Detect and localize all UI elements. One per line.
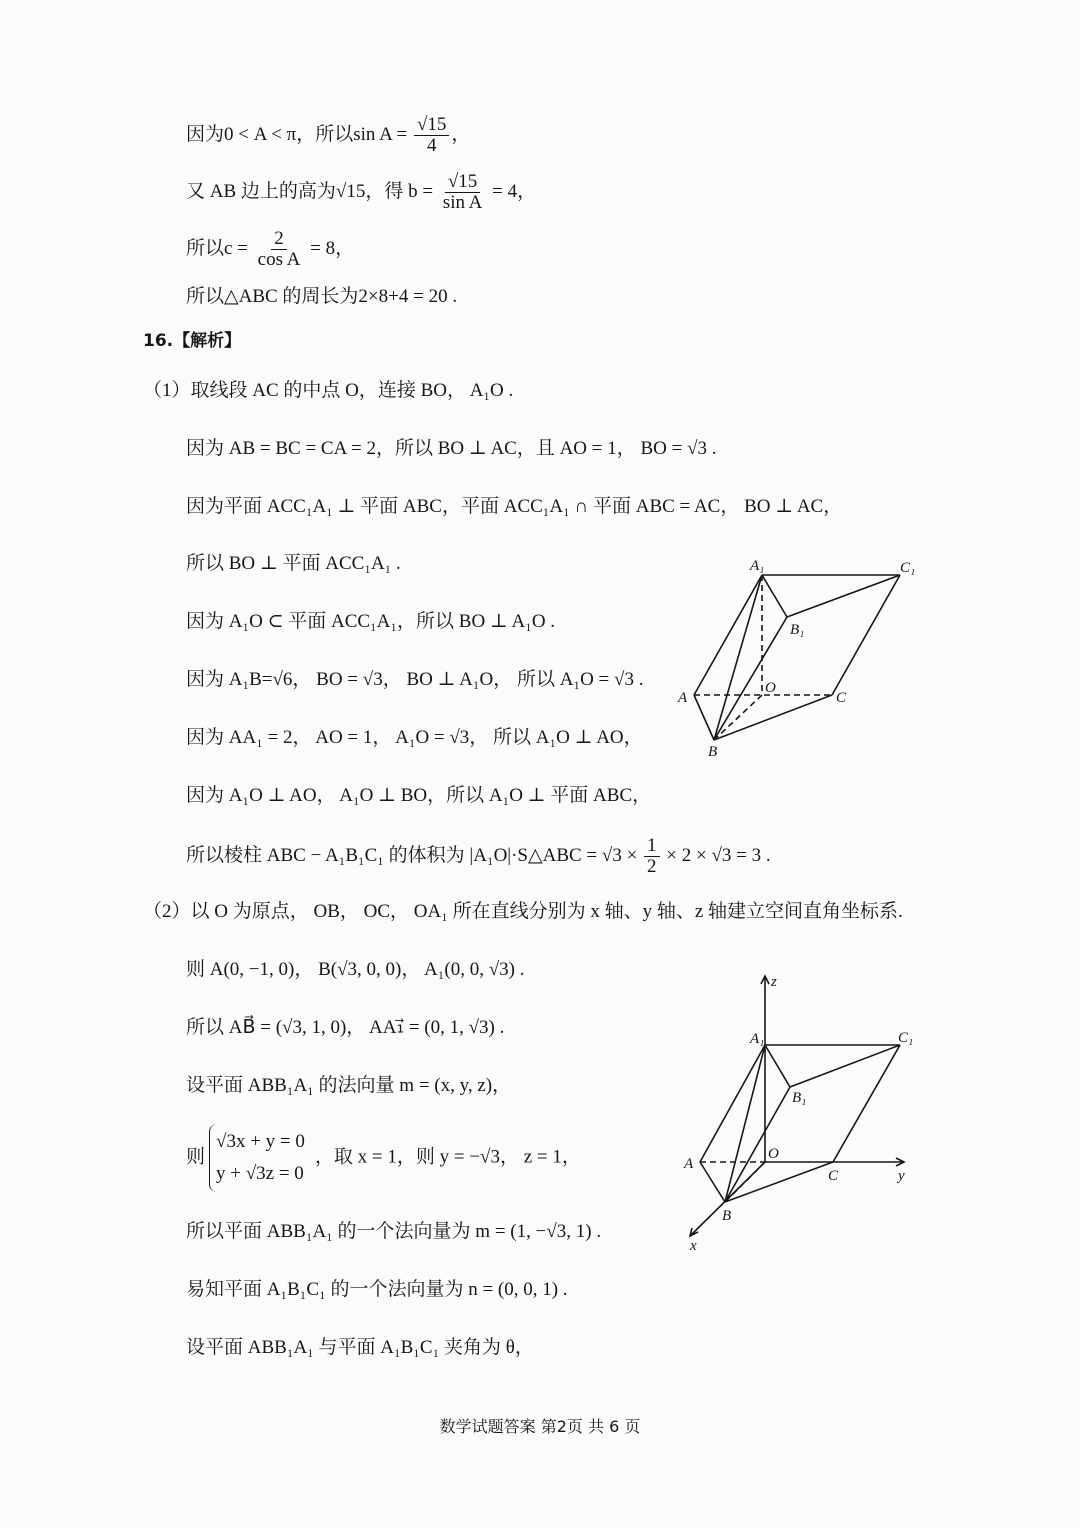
edge-b1-b xyxy=(725,1087,790,1202)
line-height-ab: 又 AB 边上的高为√15，得 b = $\frac{√15}{\text{sin A}}$ = 4， xyxy=(186,171,537,213)
edge-b1-c1 xyxy=(790,1045,900,1087)
label-y: y xyxy=(898,1168,905,1184)
label-z: z xyxy=(771,974,777,990)
line-planes-perp: 因为平面 ACC₁A₁ ⊥ 平面 ABC，平面 ACC₁A₁ ∩ 平面 ABC = AC， BO ⊥ AC， xyxy=(186,496,843,517)
edge-b1-c1 xyxy=(787,575,900,617)
label-c: C xyxy=(836,690,847,706)
edge-a-b xyxy=(694,695,714,740)
prism-axes-figure xyxy=(670,970,930,1260)
line-a1o-value: 因为 A₁B=√6， BO = √3， BO ⊥ A₁O， 所以 A₁O = √3 . xyxy=(186,669,644,690)
label-o: O xyxy=(765,680,776,696)
section-heading-16: 16.【解析】 xyxy=(143,331,242,351)
line-bo-perp-ac: 因为 AB = BC = CA = 2，所以 BO ⊥ AC，且 AO = 1， BO = √3 . xyxy=(186,438,717,459)
label-a: A xyxy=(678,690,688,706)
line-c-value: 所以c = $\frac{2}{\text{cos A}}$ = 8， xyxy=(186,228,355,270)
line-a1o-perp-ao: 因为 AA₁ = 2， AO = 1， A₁O = √3， 所以 A₁O ⊥ AO， xyxy=(186,727,643,748)
edge-a1-b1 xyxy=(765,1045,790,1087)
equation-brace: √3x + y = 0 y + √3z = 0 xyxy=(209,1124,311,1192)
edge-a1-a xyxy=(700,1045,765,1162)
edge-c1-c xyxy=(833,1045,900,1162)
label-x: x xyxy=(690,1238,697,1254)
label-a: A xyxy=(684,1156,694,1172)
label-b1: B₁ xyxy=(790,622,805,638)
line-vectors: 所以 AB⃗ = (√3, 1, 0)， AA₁⃗ = (0, 1, √3) . xyxy=(186,1017,505,1038)
label-c1: C₁ xyxy=(898,1030,914,1046)
line-equation-system: 则√3x + y = 0 y + √3z = 0，取 x = 1，则 y = −√3， z = 1， xyxy=(186,1124,581,1192)
part-1-intro: （1）取线段 AC 的中点 O，连接 BO， A₁O . xyxy=(143,380,514,401)
line-normal-n: 易知平面 A₁B₁C₁ 的一个法向量为 n = (0, 0, 1) . xyxy=(186,1279,568,1300)
line-a1o-perp-plane: 因为 A₁O ⊥ AO， A₁O ⊥ BO，所以 A₁O ⊥ 平面 ABC， xyxy=(186,785,652,806)
edge-b1-b xyxy=(714,617,787,740)
label-b: B xyxy=(708,744,718,760)
page-footer: 数学试题答案 第2页 共 6 页 xyxy=(439,1417,641,1436)
edge-c1-c xyxy=(832,575,900,695)
edge-b-c xyxy=(725,1162,833,1202)
label-b1: B₁ xyxy=(792,1090,807,1106)
edge-b-c xyxy=(714,695,832,740)
label-o: O xyxy=(768,1146,779,1162)
line-bo-perp-a1o: 因为 A₁O ⊂ 平面 ACC₁A₁，所以 BO ⊥ A₁O . xyxy=(186,611,556,632)
line-normal-vector-m: 设平面 ABB₁A₁ 的法向量 m = (x, y, z)， xyxy=(186,1075,512,1096)
edge-a1-b1 xyxy=(762,575,787,617)
edge-a1-b xyxy=(725,1045,765,1202)
prism-figure xyxy=(670,552,930,762)
label-a1: A₁ xyxy=(750,558,765,574)
edge-a1-b xyxy=(714,575,762,740)
label-c: C xyxy=(828,1168,839,1184)
line-bo-perp-plane: 所以 BO ⊥ 平面 ACC₁A₁ . xyxy=(186,553,401,574)
line-perimeter: 所以△ABC 的周长为2×8+4 = 20 . xyxy=(186,286,458,307)
line-sin-a: 因为0 < A < π，所以sin A = $\frac{√15}{4}$ ， xyxy=(186,114,471,156)
edge-a-b xyxy=(700,1162,725,1202)
label-a1: A₁ xyxy=(750,1031,765,1047)
label-c1: C₁ xyxy=(900,560,916,576)
line-coordinates: 则 A(0, −1, 0)， B(√3, 0, 0)， A₁(0, 0, √3) . xyxy=(186,959,525,980)
part-2-intro: （2）以 O 为原点， OB， OC， OA₁ 所在直线分别为 x 轴、y 轴、z 轴建立空间直角坐标系. xyxy=(143,901,903,922)
label-b: B xyxy=(722,1208,732,1224)
line-prism-volume: 所以棱柱 ABC − A₁B₁C₁ 的体积为 |A₁O|·S△ABC = √3 × $\frac{1}{2}$ × 2 × √3 = 3 . xyxy=(186,835,771,877)
line-angle-theta: 设平面 ABB₁A₁ 与平面 A₁B₁C₁ 夹角为 θ， xyxy=(186,1337,534,1358)
line-normal-m-result: 所以平面 ABB₁A₁ 的一个法向量为 m = (1, −√3, 1) . xyxy=(186,1221,602,1242)
